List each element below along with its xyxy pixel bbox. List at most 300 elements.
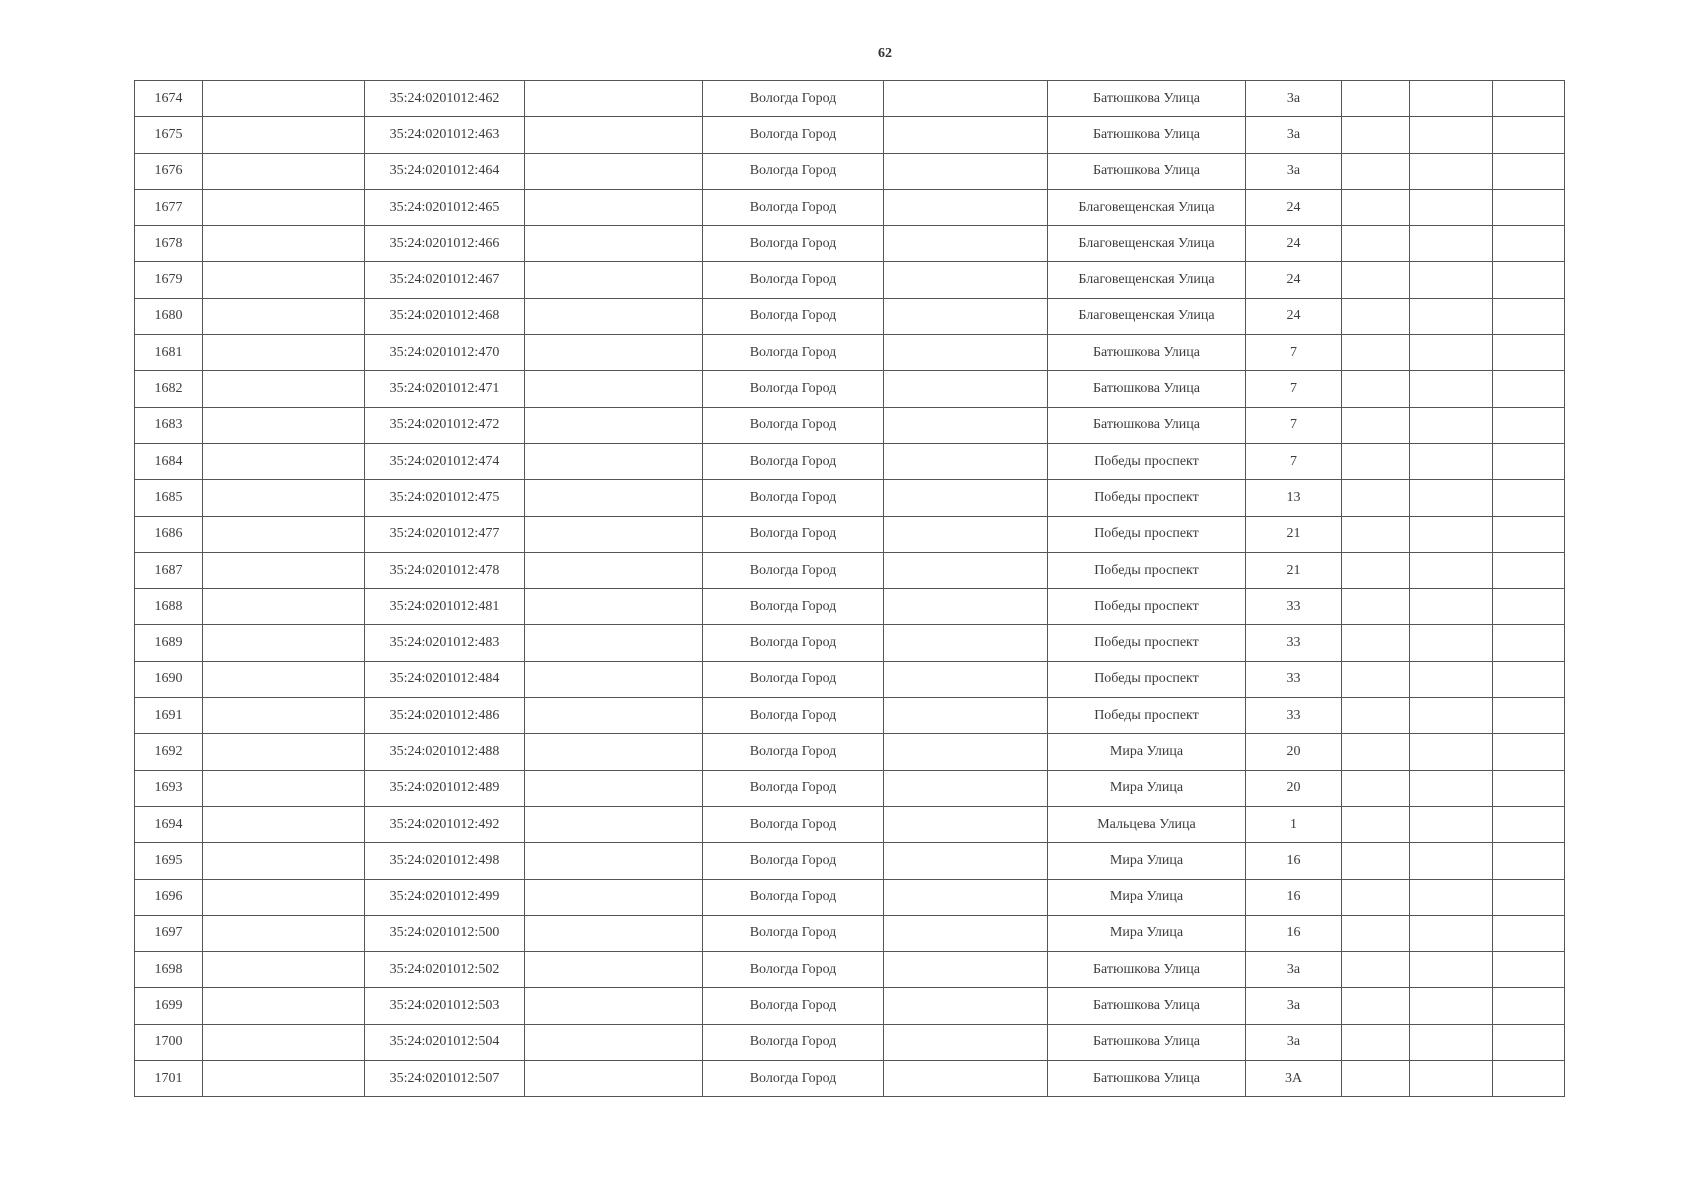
empty-cell bbox=[1410, 298, 1493, 334]
empty-cell bbox=[525, 661, 703, 697]
house-number-cell: 24 bbox=[1246, 298, 1342, 334]
row-number-cell: 1683 bbox=[135, 407, 203, 443]
house-number-cell: 24 bbox=[1246, 262, 1342, 298]
street-cell: Победы проспект bbox=[1048, 698, 1246, 734]
cadastral-number-cell: 35:24:0201012:500 bbox=[365, 915, 525, 951]
house-number-cell: 21 bbox=[1246, 552, 1342, 588]
empty-cell bbox=[1410, 952, 1493, 988]
street-cell: Благовещенская Улица bbox=[1048, 189, 1246, 225]
cadastral-number-cell: 35:24:0201012:499 bbox=[365, 879, 525, 915]
house-number-cell: 3а bbox=[1246, 952, 1342, 988]
empty-cell bbox=[1410, 1061, 1493, 1097]
empty-cell bbox=[1410, 915, 1493, 951]
empty-cell bbox=[1493, 407, 1565, 443]
table-row bbox=[135, 298, 1565, 334]
house-number-cell: 24 bbox=[1246, 189, 1342, 225]
empty-cell bbox=[1342, 1024, 1410, 1060]
empty-cell bbox=[203, 988, 365, 1024]
empty-cell bbox=[884, 480, 1048, 516]
table-row bbox=[135, 988, 1565, 1024]
empty-cell bbox=[525, 226, 703, 262]
empty-cell bbox=[884, 81, 1048, 117]
table-row bbox=[135, 516, 1565, 552]
empty-cell bbox=[525, 117, 703, 153]
row-number-cell: 1687 bbox=[135, 552, 203, 588]
house-number-cell: 33 bbox=[1246, 698, 1342, 734]
street-cell: Победы проспект bbox=[1048, 516, 1246, 552]
table-row bbox=[135, 189, 1565, 225]
row-number-cell: 1688 bbox=[135, 589, 203, 625]
city-cell: Вологда Город bbox=[703, 734, 884, 770]
row-number-cell: 1690 bbox=[135, 661, 203, 697]
empty-cell bbox=[884, 952, 1048, 988]
table-row bbox=[135, 480, 1565, 516]
empty-cell bbox=[525, 952, 703, 988]
empty-cell bbox=[525, 335, 703, 371]
cadastral-number-cell: 35:24:0201012:468 bbox=[365, 298, 525, 334]
street-cell: Благовещенская Улица bbox=[1048, 298, 1246, 334]
table-row bbox=[135, 262, 1565, 298]
empty-cell bbox=[884, 843, 1048, 879]
city-cell: Вологда Город bbox=[703, 843, 884, 879]
street-cell: Мира Улица bbox=[1048, 770, 1246, 806]
house-number-cell: 1 bbox=[1246, 806, 1342, 842]
cadastral-number-cell: 35:24:0201012:477 bbox=[365, 516, 525, 552]
empty-cell bbox=[1410, 843, 1493, 879]
city-cell: Вологда Город bbox=[703, 552, 884, 588]
house-number-cell: 16 bbox=[1246, 915, 1342, 951]
empty-cell bbox=[884, 806, 1048, 842]
empty-cell bbox=[1493, 516, 1565, 552]
house-number-cell: 33 bbox=[1246, 589, 1342, 625]
empty-cell bbox=[203, 625, 365, 661]
empty-cell bbox=[1410, 552, 1493, 588]
empty-cell bbox=[203, 952, 365, 988]
empty-cell bbox=[1493, 480, 1565, 516]
city-cell: Вологда Город bbox=[703, 589, 884, 625]
row-number-cell: 1695 bbox=[135, 843, 203, 879]
empty-cell bbox=[884, 1061, 1048, 1097]
row-number-cell: 1691 bbox=[135, 698, 203, 734]
empty-cell bbox=[525, 988, 703, 1024]
empty-cell bbox=[1493, 117, 1565, 153]
house-number-cell: 24 bbox=[1246, 226, 1342, 262]
cadastral-number-cell: 35:24:0201012:478 bbox=[365, 552, 525, 588]
table-row bbox=[135, 117, 1565, 153]
empty-cell bbox=[884, 879, 1048, 915]
empty-cell bbox=[203, 335, 365, 371]
empty-cell bbox=[203, 407, 365, 443]
empty-cell bbox=[525, 915, 703, 951]
street-cell: Мира Улица bbox=[1048, 915, 1246, 951]
street-cell: Мира Улица bbox=[1048, 734, 1246, 770]
empty-cell bbox=[1493, 952, 1565, 988]
empty-cell bbox=[1410, 480, 1493, 516]
table-row bbox=[135, 443, 1565, 479]
empty-cell bbox=[1410, 81, 1493, 117]
empty-cell bbox=[1493, 552, 1565, 588]
cadastral-number-cell: 35:24:0201012:503 bbox=[365, 988, 525, 1024]
empty-cell bbox=[1342, 879, 1410, 915]
empty-cell bbox=[1493, 335, 1565, 371]
empty-cell bbox=[203, 226, 365, 262]
city-cell: Вологда Город bbox=[703, 625, 884, 661]
street-cell: Благовещенская Улица bbox=[1048, 226, 1246, 262]
cadastral-number-cell: 35:24:0201012:464 bbox=[365, 153, 525, 189]
house-number-cell: 20 bbox=[1246, 770, 1342, 806]
empty-cell bbox=[884, 698, 1048, 734]
table-row bbox=[135, 625, 1565, 661]
row-number-cell: 1697 bbox=[135, 915, 203, 951]
empty-cell bbox=[1342, 552, 1410, 588]
empty-cell bbox=[1493, 988, 1565, 1024]
empty-cell bbox=[1342, 516, 1410, 552]
row-number-cell: 1681 bbox=[135, 335, 203, 371]
city-cell: Вологда Город bbox=[703, 371, 884, 407]
table-row bbox=[135, 335, 1565, 371]
empty-cell bbox=[1410, 806, 1493, 842]
empty-cell bbox=[1342, 117, 1410, 153]
cadastral-number-cell: 35:24:0201012:463 bbox=[365, 117, 525, 153]
table-row bbox=[135, 734, 1565, 770]
empty-cell bbox=[525, 806, 703, 842]
empty-cell bbox=[1493, 843, 1565, 879]
city-cell: Вологда Город bbox=[703, 226, 884, 262]
house-number-cell: 16 bbox=[1246, 843, 1342, 879]
city-cell: Вологда Город bbox=[703, 952, 884, 988]
empty-cell bbox=[525, 698, 703, 734]
street-cell: Батюшкова Улица bbox=[1048, 371, 1246, 407]
empty-cell bbox=[1493, 1061, 1565, 1097]
empty-cell bbox=[1493, 879, 1565, 915]
table-row bbox=[135, 1024, 1565, 1060]
row-number-cell: 1677 bbox=[135, 189, 203, 225]
empty-cell bbox=[1493, 443, 1565, 479]
empty-cell bbox=[1342, 952, 1410, 988]
cadastral-number-cell: 35:24:0201012:484 bbox=[365, 661, 525, 697]
empty-cell bbox=[1493, 189, 1565, 225]
cadastral-number-cell: 35:24:0201012:502 bbox=[365, 952, 525, 988]
empty-cell bbox=[1410, 117, 1493, 153]
empty-cell bbox=[1342, 988, 1410, 1024]
city-cell: Вологда Город bbox=[703, 189, 884, 225]
empty-cell bbox=[1342, 407, 1410, 443]
empty-cell bbox=[1342, 335, 1410, 371]
empty-cell bbox=[1493, 153, 1565, 189]
empty-cell bbox=[525, 153, 703, 189]
property-registry-table bbox=[134, 80, 1565, 1097]
empty-cell bbox=[525, 189, 703, 225]
city-cell: Вологда Город bbox=[703, 81, 884, 117]
row-number-cell: 1693 bbox=[135, 770, 203, 806]
empty-cell bbox=[884, 298, 1048, 334]
house-number-cell: 3а bbox=[1246, 153, 1342, 189]
row-number-cell: 1678 bbox=[135, 226, 203, 262]
street-cell: Мира Улица bbox=[1048, 879, 1246, 915]
empty-cell bbox=[1342, 698, 1410, 734]
city-cell: Вологда Город bbox=[703, 153, 884, 189]
empty-cell bbox=[1342, 625, 1410, 661]
cadastral-number-cell: 35:24:0201012:498 bbox=[365, 843, 525, 879]
row-number-cell: 1696 bbox=[135, 879, 203, 915]
house-number-cell: 16 bbox=[1246, 879, 1342, 915]
empty-cell bbox=[884, 988, 1048, 1024]
street-cell: Победы проспект bbox=[1048, 480, 1246, 516]
city-cell: Вологда Город bbox=[703, 915, 884, 951]
empty-cell bbox=[203, 480, 365, 516]
table-row bbox=[135, 879, 1565, 915]
cadastral-number-cell: 35:24:0201012:467 bbox=[365, 262, 525, 298]
house-number-cell: 33 bbox=[1246, 625, 1342, 661]
street-cell: Мира Улица bbox=[1048, 843, 1246, 879]
row-number-cell: 1700 bbox=[135, 1024, 203, 1060]
row-number-cell: 1682 bbox=[135, 371, 203, 407]
house-number-cell: 3А bbox=[1246, 1061, 1342, 1097]
empty-cell bbox=[1410, 770, 1493, 806]
city-cell: Вологда Город bbox=[703, 298, 884, 334]
cadastral-number-cell: 35:24:0201012:483 bbox=[365, 625, 525, 661]
row-number-cell: 1694 bbox=[135, 806, 203, 842]
empty-cell bbox=[1342, 189, 1410, 225]
city-cell: Вологда Город bbox=[703, 698, 884, 734]
empty-cell bbox=[1410, 1024, 1493, 1060]
empty-cell bbox=[203, 189, 365, 225]
street-cell: Батюшкова Улица bbox=[1048, 1024, 1246, 1060]
empty-cell bbox=[525, 298, 703, 334]
cadastral-number-cell: 35:24:0201012:462 bbox=[365, 81, 525, 117]
city-cell: Вологда Город bbox=[703, 879, 884, 915]
empty-cell bbox=[884, 407, 1048, 443]
empty-cell bbox=[1493, 734, 1565, 770]
street-cell: Победы проспект bbox=[1048, 625, 1246, 661]
city-cell: Вологда Город bbox=[703, 806, 884, 842]
empty-cell bbox=[525, 1024, 703, 1060]
empty-cell bbox=[1410, 879, 1493, 915]
empty-cell bbox=[1410, 189, 1493, 225]
empty-cell bbox=[884, 770, 1048, 806]
empty-cell bbox=[203, 1024, 365, 1060]
cadastral-number-cell: 35:24:0201012:489 bbox=[365, 770, 525, 806]
empty-cell bbox=[525, 843, 703, 879]
table-row bbox=[135, 661, 1565, 697]
empty-cell bbox=[884, 1024, 1048, 1060]
city-cell: Вологда Город bbox=[703, 661, 884, 697]
empty-cell bbox=[884, 262, 1048, 298]
street-cell: Победы проспект bbox=[1048, 552, 1246, 588]
empty-cell bbox=[203, 843, 365, 879]
house-number-cell: 33 bbox=[1246, 661, 1342, 697]
empty-cell bbox=[1342, 226, 1410, 262]
table-row bbox=[135, 952, 1565, 988]
house-number-cell: 7 bbox=[1246, 371, 1342, 407]
empty-cell bbox=[203, 552, 365, 588]
house-number-cell: 20 bbox=[1246, 734, 1342, 770]
empty-cell bbox=[1410, 226, 1493, 262]
empty-cell bbox=[884, 117, 1048, 153]
empty-cell bbox=[1493, 770, 1565, 806]
empty-cell bbox=[1342, 298, 1410, 334]
city-cell: Вологда Город bbox=[703, 407, 884, 443]
empty-cell bbox=[203, 806, 365, 842]
table-row bbox=[135, 806, 1565, 842]
table-row bbox=[135, 915, 1565, 951]
table-row bbox=[135, 1061, 1565, 1097]
city-cell: Вологда Город bbox=[703, 988, 884, 1024]
city-cell: Вологда Город bbox=[703, 1024, 884, 1060]
table-row bbox=[135, 407, 1565, 443]
row-number-cell: 1676 bbox=[135, 153, 203, 189]
street-cell: Батюшкова Улица bbox=[1048, 117, 1246, 153]
cadastral-number-cell: 35:24:0201012:481 bbox=[365, 589, 525, 625]
cadastral-number-cell: 35:24:0201012:504 bbox=[365, 1024, 525, 1060]
table-row bbox=[135, 698, 1565, 734]
empty-cell bbox=[1342, 843, 1410, 879]
registry-body bbox=[135, 81, 1565, 1097]
row-number-cell: 1699 bbox=[135, 988, 203, 1024]
empty-cell bbox=[525, 770, 703, 806]
street-cell: Победы проспект bbox=[1048, 661, 1246, 697]
table-row bbox=[135, 153, 1565, 189]
street-cell: Батюшкова Улица bbox=[1048, 1061, 1246, 1097]
house-number-cell: 21 bbox=[1246, 516, 1342, 552]
city-cell: Вологда Город bbox=[703, 480, 884, 516]
city-cell: Вологда Город bbox=[703, 770, 884, 806]
empty-cell bbox=[1342, 371, 1410, 407]
house-number-cell: 7 bbox=[1246, 407, 1342, 443]
empty-cell bbox=[1493, 625, 1565, 661]
empty-cell bbox=[1410, 625, 1493, 661]
empty-cell bbox=[884, 189, 1048, 225]
empty-cell bbox=[203, 879, 365, 915]
cadastral-number-cell: 35:24:0201012:507 bbox=[365, 1061, 525, 1097]
table-row bbox=[135, 770, 1565, 806]
row-number-cell: 1689 bbox=[135, 625, 203, 661]
empty-cell bbox=[1410, 589, 1493, 625]
empty-cell bbox=[1342, 1061, 1410, 1097]
row-number-cell: 1684 bbox=[135, 443, 203, 479]
street-cell: Победы проспект bbox=[1048, 589, 1246, 625]
cadastral-number-cell: 35:24:0201012:474 bbox=[365, 443, 525, 479]
cadastral-number-cell: 35:24:0201012:486 bbox=[365, 698, 525, 734]
empty-cell bbox=[1342, 770, 1410, 806]
empty-cell bbox=[525, 371, 703, 407]
empty-cell bbox=[1493, 589, 1565, 625]
cadastral-number-cell: 35:24:0201012:492 bbox=[365, 806, 525, 842]
empty-cell bbox=[1493, 698, 1565, 734]
cadastral-number-cell: 35:24:0201012:466 bbox=[365, 226, 525, 262]
street-cell: Мальцева Улица bbox=[1048, 806, 1246, 842]
row-number-cell: 1698 bbox=[135, 952, 203, 988]
empty-cell bbox=[203, 81, 365, 117]
empty-cell bbox=[525, 1061, 703, 1097]
empty-cell bbox=[525, 262, 703, 298]
empty-cell bbox=[203, 153, 365, 189]
empty-cell bbox=[525, 625, 703, 661]
street-cell: Благовещенская Улица bbox=[1048, 262, 1246, 298]
empty-cell bbox=[203, 516, 365, 552]
street-cell: Батюшкова Улица bbox=[1048, 407, 1246, 443]
empty-cell bbox=[1410, 371, 1493, 407]
empty-cell bbox=[1493, 661, 1565, 697]
empty-cell bbox=[525, 480, 703, 516]
empty-cell bbox=[1493, 371, 1565, 407]
empty-cell bbox=[884, 734, 1048, 770]
empty-cell bbox=[884, 335, 1048, 371]
row-number-cell: 1701 bbox=[135, 1061, 203, 1097]
empty-cell bbox=[525, 589, 703, 625]
empty-cell bbox=[884, 226, 1048, 262]
city-cell: Вологда Город bbox=[703, 443, 884, 479]
cadastral-number-cell: 35:24:0201012:472 bbox=[365, 407, 525, 443]
city-cell: Вологда Город bbox=[703, 1061, 884, 1097]
empty-cell bbox=[884, 552, 1048, 588]
empty-cell bbox=[884, 915, 1048, 951]
empty-cell bbox=[1493, 806, 1565, 842]
empty-cell bbox=[525, 443, 703, 479]
empty-cell bbox=[1410, 335, 1493, 371]
row-number-cell: 1674 bbox=[135, 81, 203, 117]
empty-cell bbox=[525, 879, 703, 915]
empty-cell bbox=[203, 262, 365, 298]
empty-cell bbox=[1410, 443, 1493, 479]
table-row bbox=[135, 81, 1565, 117]
empty-cell bbox=[1342, 661, 1410, 697]
empty-cell bbox=[525, 81, 703, 117]
empty-cell bbox=[1410, 407, 1493, 443]
table-row bbox=[135, 226, 1565, 262]
empty-cell bbox=[1342, 734, 1410, 770]
empty-cell bbox=[1493, 262, 1565, 298]
empty-cell bbox=[1410, 734, 1493, 770]
cadastral-number-cell: 35:24:0201012:470 bbox=[365, 335, 525, 371]
street-cell: Батюшкова Улица bbox=[1048, 952, 1246, 988]
empty-cell bbox=[1410, 698, 1493, 734]
empty-cell bbox=[884, 153, 1048, 189]
table-row bbox=[135, 589, 1565, 625]
city-cell: Вологда Город bbox=[703, 262, 884, 298]
empty-cell bbox=[1342, 262, 1410, 298]
empty-cell bbox=[884, 516, 1048, 552]
empty-cell bbox=[203, 117, 365, 153]
house-number-cell: 3а bbox=[1246, 1024, 1342, 1060]
empty-cell bbox=[1493, 81, 1565, 117]
row-number-cell: 1685 bbox=[135, 480, 203, 516]
street-cell: Батюшкова Улица bbox=[1048, 81, 1246, 117]
empty-cell bbox=[1342, 443, 1410, 479]
empty-cell bbox=[203, 298, 365, 334]
cadastral-number-cell: 35:24:0201012:488 bbox=[365, 734, 525, 770]
empty-cell bbox=[525, 734, 703, 770]
empty-cell bbox=[884, 443, 1048, 479]
empty-cell bbox=[1342, 153, 1410, 189]
empty-cell bbox=[884, 589, 1048, 625]
empty-cell bbox=[203, 443, 365, 479]
page-number: 62 bbox=[878, 46, 892, 61]
empty-cell bbox=[203, 371, 365, 407]
row-number-cell: 1679 bbox=[135, 262, 203, 298]
empty-cell bbox=[525, 552, 703, 588]
empty-cell bbox=[884, 371, 1048, 407]
row-number-cell: 1686 bbox=[135, 516, 203, 552]
house-number-cell: 3а bbox=[1246, 117, 1342, 153]
empty-cell bbox=[525, 407, 703, 443]
cadastral-number-cell: 35:24:0201012:471 bbox=[365, 371, 525, 407]
empty-cell bbox=[1493, 1024, 1565, 1060]
table-row bbox=[135, 843, 1565, 879]
empty-cell bbox=[1342, 480, 1410, 516]
street-cell: Батюшкова Улица bbox=[1048, 988, 1246, 1024]
street-cell: Победы проспект bbox=[1048, 443, 1246, 479]
